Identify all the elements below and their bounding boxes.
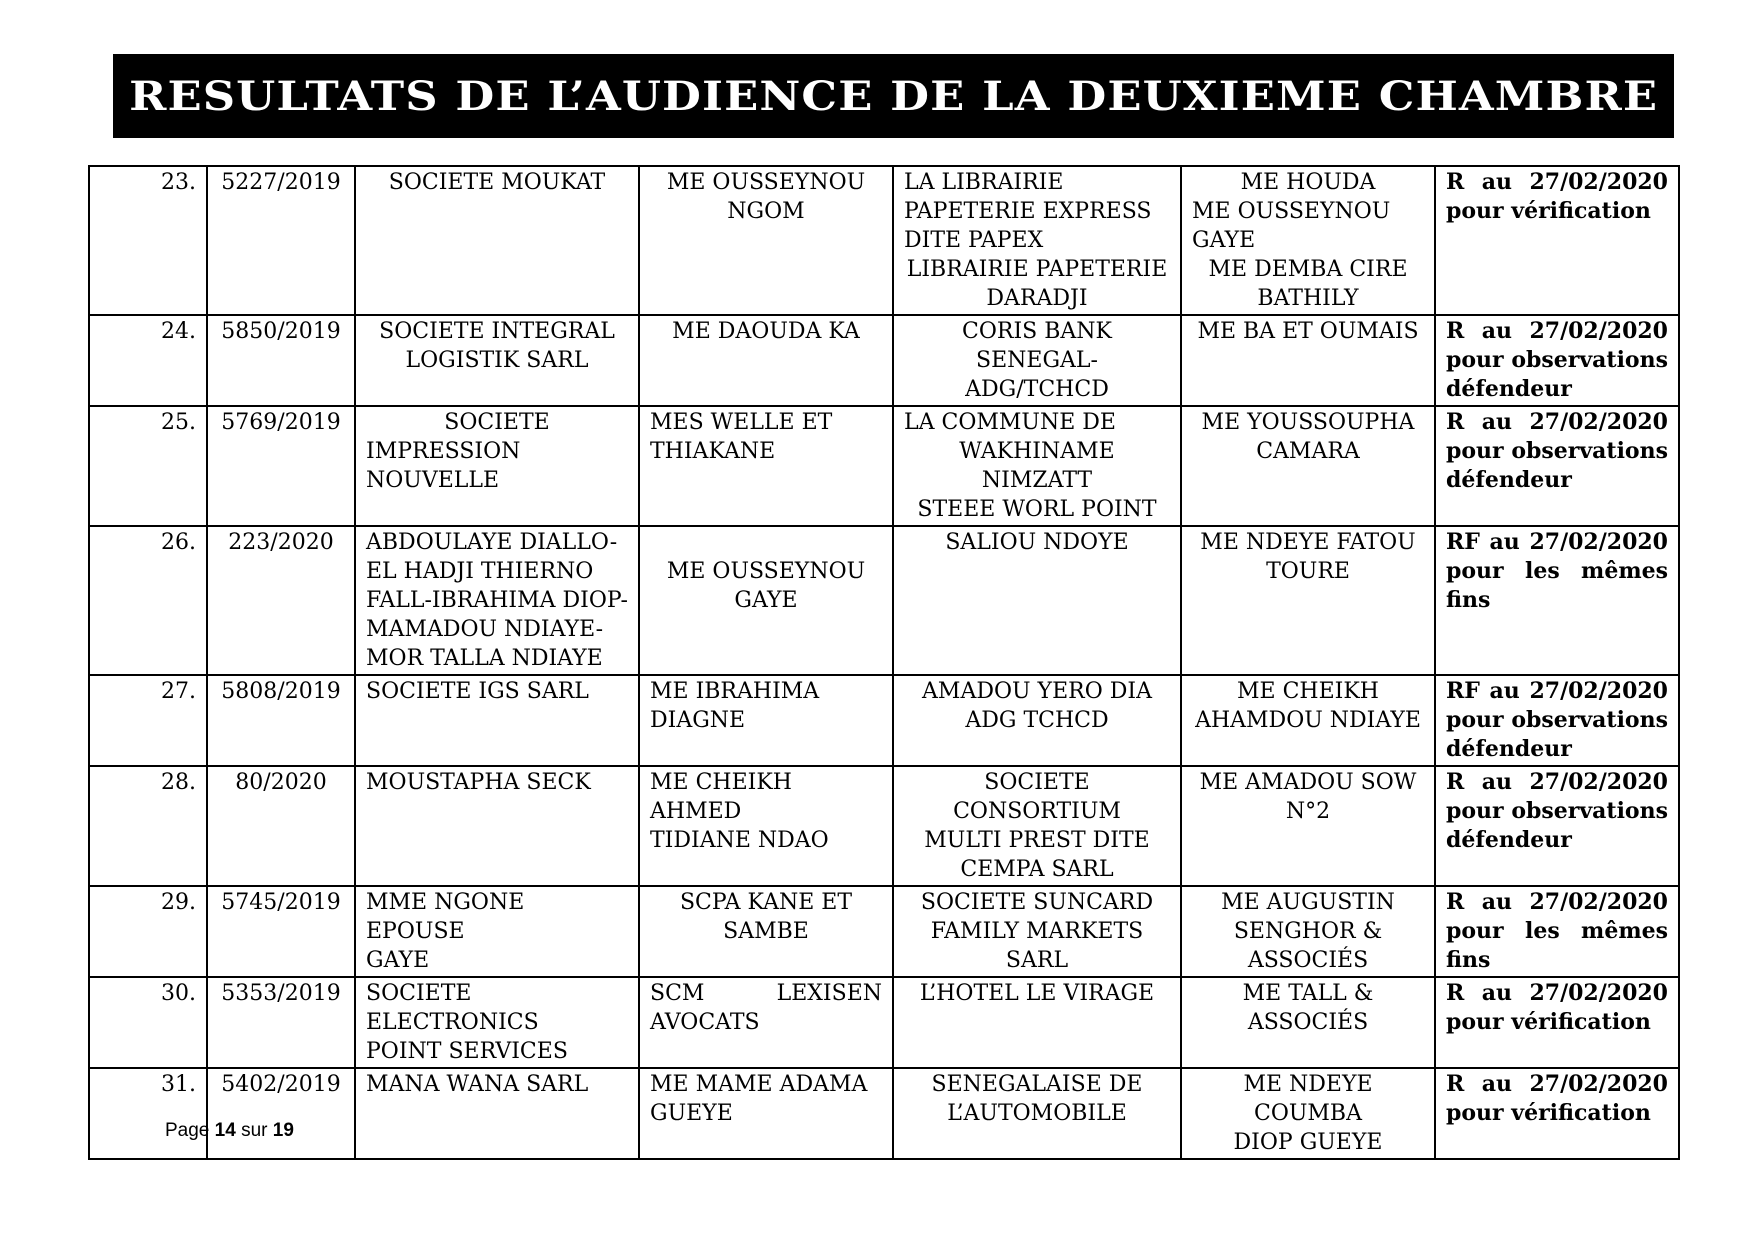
defendant-line: DITE PAPEX	[904, 228, 1044, 253]
plaintiff-line: SOCIETE IGS SARL	[366, 679, 589, 704]
plaintiff-line: MANA WANA SARL	[366, 1072, 589, 1097]
plaintiff-line: SOCIETE MOUKAT	[388, 170, 606, 195]
plaintiff-counsel	[639, 406, 893, 526]
plaintiff-line: MOR TALLA NDIAYE	[366, 646, 603, 671]
defendant	[893, 406, 1181, 526]
plaintiff-counsel-line: AVOCATS	[650, 1010, 760, 1035]
defendant-line: SENEGALAISE DE	[931, 1072, 1143, 1097]
table-row	[89, 406, 1679, 526]
results-table-body	[89, 166, 1679, 1159]
plaintiff-counsel-line: SCM LEXISEN	[650, 981, 882, 1006]
plaintiff-counsel-line: TIDIANE NDAO	[650, 828, 829, 853]
plaintiff-counsel-line: GAYE	[734, 588, 798, 613]
plaintiff-line: MOUSTAPHA SECK	[366, 770, 591, 795]
defendant-counsel-line: N°2	[1285, 799, 1331, 824]
defendant-counsel-line: ME HOUDA	[1240, 170, 1376, 195]
case-number: 5745/2019	[207, 886, 355, 977]
defendant-line: DARADJI	[986, 286, 1088, 311]
defendant	[893, 315, 1181, 406]
hearing-result: R au 27/02/2020 pour vérification	[1435, 1068, 1679, 1159]
defendant-counsel-line: ASSOCIÉS	[1247, 948, 1369, 973]
plaintiff	[355, 166, 639, 315]
row-number: 29.	[89, 886, 207, 977]
defendant-line: L’AUTOMOBILE	[947, 1101, 1127, 1126]
defendant-line: AMADOU YERO DIA	[922, 679, 1152, 704]
hearing-result: R au 27/02/2020 pour vérification	[1435, 977, 1679, 1068]
case-number: 5227/2019	[207, 166, 355, 315]
plaintiff-counsel	[639, 1068, 893, 1159]
plaintiff-counsel-line: ME DAOUDA KA	[672, 319, 860, 344]
table-row	[89, 166, 1679, 315]
defendant-line: LA LIBRAIRIE	[904, 170, 1064, 195]
plaintiff-counsel-line: NGOM	[727, 199, 805, 224]
plaintiff-counsel-line: DIAGNE	[650, 708, 746, 733]
defendant	[893, 526, 1181, 675]
plaintiff-line: SOCIETE ELECTRONICS	[366, 981, 539, 1035]
hearing-result: R au 27/02/2020 pour observations défendeur	[1435, 315, 1679, 406]
table-row	[89, 766, 1679, 886]
defendant-counsel-line: ME BA ET OUMAIS	[1197, 319, 1419, 344]
defendant-line: FAMILY MARKETS SARL	[930, 919, 1144, 973]
defendant	[893, 1068, 1181, 1159]
defendant-counsel-line: AHAMDOU NDIAYE	[1195, 708, 1421, 733]
defendant-line: ADG/TCHCD	[965, 377, 1109, 402]
hearing-result: RF au 27/02/2020 pour les mêmes fins	[1435, 526, 1679, 675]
row-number: 26.	[89, 526, 207, 675]
table-row	[89, 977, 1679, 1068]
plaintiff-counsel-line: ME OUSSEYNOU	[666, 170, 866, 195]
hearing-result: R au 27/02/2020 pour les mêmes fins	[1435, 886, 1679, 977]
plaintiff-counsel	[639, 977, 893, 1068]
sur-word: sur	[241, 1120, 268, 1141]
defendant-counsel-line: ME NDEYE COUMBA	[1243, 1072, 1373, 1126]
case-number: 80/2020	[207, 766, 355, 886]
plaintiff	[355, 675, 639, 766]
case-number: 5808/2019	[207, 675, 355, 766]
defendant-line: LA COMMUNE DE	[904, 410, 1116, 435]
plaintiff	[355, 406, 639, 526]
plaintiff-line: POINT SERVICES	[366, 1039, 568, 1064]
defendant-counsel-line: ME AMADOU SOW	[1199, 770, 1417, 795]
defendant-counsel-line: BATHILY	[1257, 286, 1359, 311]
plaintiff-counsel-line: GUEYE	[650, 1101, 733, 1126]
defendant-counsel	[1181, 315, 1435, 406]
defendant-counsel-line: ME YOUSSOUPHA	[1201, 410, 1415, 435]
plaintiff-counsel	[639, 886, 893, 977]
results-table	[88, 165, 1680, 1160]
defendant-counsel-line: CAMARA	[1256, 439, 1360, 464]
plaintiff-counsel	[639, 766, 893, 886]
row-number: 24.	[89, 315, 207, 406]
hearing-result: R au 27/02/2020 pour vérification	[1435, 166, 1679, 315]
plaintiff-counsel-line	[650, 528, 882, 557]
defendant-counsel-line: ME NDEYE FATOU	[1200, 530, 1416, 555]
defendant-line: ADG TCHCD	[965, 708, 1109, 733]
plaintiff-line: GAYE	[366, 948, 430, 973]
plaintiff-counsel	[639, 166, 893, 315]
plaintiff-line: MAMADOU NDIAYE-	[366, 617, 604, 642]
defendant-line: L’HOTEL LE VIRAGE	[919, 981, 1155, 1006]
defendant-counsel-line: ME CHEIKH	[1237, 679, 1379, 704]
row-number: 31.	[89, 1068, 207, 1159]
defendant-line: SOCIETE SUNCARD	[920, 890, 1154, 915]
case-number: 5769/2019	[207, 406, 355, 526]
defendant-counsel-line: ME DEMBA CIRE	[1208, 257, 1408, 282]
defendant-counsel-line: ASSOCIÉS	[1247, 1010, 1369, 1035]
plaintiff-counsel	[639, 526, 893, 675]
defendant-counsel-line: ME OUSSEYNOU	[1192, 199, 1391, 224]
defendant-counsel	[1181, 526, 1435, 675]
defendant-counsel	[1181, 977, 1435, 1068]
page-title: RESULTATS DE L’AUDIENCE DE LA DEUXIEME CHAMBRE	[128, 72, 1659, 120]
case-number: 5353/2019	[207, 977, 355, 1068]
defendant-counsel-line: TOURE	[1266, 559, 1350, 584]
defendant-counsel	[1181, 675, 1435, 766]
plaintiff	[355, 1068, 639, 1159]
hearing-result: R au 27/02/2020 pour observations défendeur	[1435, 766, 1679, 886]
page-current: 14	[214, 1120, 236, 1141]
defendant-line: LIBRAIRIE PAPETERIE	[906, 257, 1168, 282]
plaintiff-counsel-line: ME MAME ADAMA	[650, 1072, 868, 1097]
table-row	[89, 315, 1679, 406]
defendant-counsel	[1181, 166, 1435, 315]
defendant	[893, 977, 1181, 1068]
defendant-line: SALIOU NDOYE	[945, 530, 1129, 555]
plaintiff-counsel-line: SCPA KANE ET	[679, 890, 853, 915]
plaintiff-counsel	[639, 675, 893, 766]
table-row	[89, 526, 1679, 675]
plaintiff-line: NOUVELLE	[366, 468, 500, 493]
plaintiff	[355, 526, 639, 675]
plaintiff-line: SOCIETE	[444, 410, 550, 435]
page-footer	[165, 1120, 294, 1142]
plaintiff-counsel-line: MES WELLE ET	[650, 410, 833, 435]
row-number: 30.	[89, 977, 207, 1068]
plaintiff-line: FALL-IBRAHIMA DIOP-	[366, 588, 628, 613]
defendant-counsel	[1181, 1068, 1435, 1159]
defendant-line: CORIS BANK SENEGAL-	[962, 319, 1112, 373]
defendant-counsel	[1181, 406, 1435, 526]
case-number: 223/2020	[207, 526, 355, 675]
plaintiff-line: IMPRESSION	[366, 439, 521, 464]
case-number: 5850/2019	[207, 315, 355, 406]
plaintiff-counsel-line: THIAKANE	[650, 439, 776, 464]
page-banner	[113, 54, 1674, 138]
defendant	[893, 166, 1181, 315]
plaintiff	[355, 977, 639, 1068]
plaintiff	[355, 886, 639, 977]
defendant-counsel	[1181, 766, 1435, 886]
page-word: Page	[165, 1120, 210, 1141]
plaintiff-line: MME NGONE EPOUSE	[366, 890, 525, 944]
plaintiff-counsel-line: SAMBE	[723, 919, 809, 944]
plaintiff-counsel-line: ME OUSSEYNOU	[666, 559, 866, 584]
plaintiff-line: LOGISTIK SARL	[405, 348, 589, 373]
case-number: 5402/2019	[207, 1068, 355, 1159]
page-total: 19	[272, 1120, 294, 1141]
defendant	[893, 766, 1181, 886]
defendant-line: SOCIETE CONSORTIUM	[953, 770, 1121, 824]
row-number: 27.	[89, 675, 207, 766]
defendant-counsel-line: ME TALL &	[1242, 981, 1374, 1006]
defendant-line: WAKHINAME NIMZATT	[959, 439, 1115, 493]
defendant-line: MULTI PREST DITE	[924, 828, 1150, 853]
defendant	[893, 675, 1181, 766]
plaintiff-counsel	[639, 315, 893, 406]
plaintiff-line: ABDOULAYE DIALLO-	[366, 530, 618, 555]
table-row	[89, 886, 1679, 977]
defendant-line: PAPETERIE EXPRESS	[904, 199, 1152, 224]
hearing-result: RF au 27/02/2020 pour observations défendeur	[1435, 675, 1679, 766]
plaintiff	[355, 315, 639, 406]
row-number: 25.	[89, 406, 207, 526]
defendant	[893, 886, 1181, 977]
defendant-counsel-line: ME AUGUSTIN	[1221, 890, 1395, 915]
plaintiff-line: EL HADJI THIERNO	[366, 559, 594, 584]
table-row	[89, 675, 1679, 766]
hearing-result: R au 27/02/2020 pour observations défendeur	[1435, 406, 1679, 526]
plaintiff-counsel-line: ME IBRAHIMA	[650, 679, 820, 704]
table-row	[89, 1068, 1679, 1159]
row-number: 23.	[89, 166, 207, 315]
plaintiff-counsel-line: ME CHEIKH AHMED	[650, 770, 792, 824]
defendant-counsel	[1181, 886, 1435, 977]
defendant-line: STEEE WORL POINT	[917, 497, 1157, 522]
defendant-counsel-line: SENGHOR &	[1233, 919, 1383, 944]
defendant-line: CEMPA SARL	[960, 857, 1114, 882]
plaintiff-line: SOCIETE INTEGRAL	[379, 319, 615, 344]
defendant-counsel-line: GAYE	[1192, 228, 1256, 253]
plaintiff	[355, 766, 639, 886]
row-number: 28.	[89, 766, 207, 886]
defendant-counsel-line: DIOP GUEYE	[1233, 1130, 1383, 1155]
